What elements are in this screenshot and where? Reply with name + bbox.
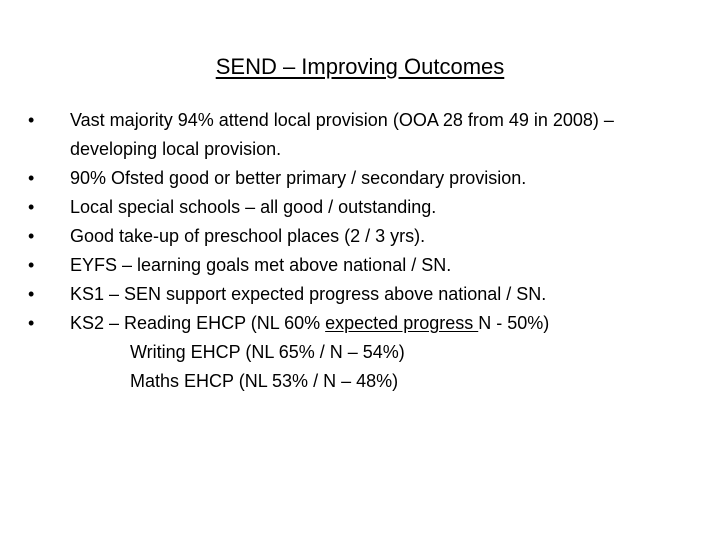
slide-title xyxy=(0,52,720,82)
bullet-item-special-schools xyxy=(28,193,700,222)
bullet-item-ks1 xyxy=(28,280,700,309)
slide-title-text: SEND – Improving Outcomes xyxy=(215,54,505,79)
bullet-text: KS1 – SEN support expected progress above national / SN. xyxy=(70,284,547,304)
bullet-item-preschool xyxy=(28,222,700,251)
bullet-icon: • xyxy=(28,110,35,130)
bullet-text: EYFS – learning goals met above national / SN. xyxy=(70,255,452,275)
bullet-text-end: N - 50%) xyxy=(478,313,550,333)
bullet-list xyxy=(28,106,700,396)
bullet-item-ofsted xyxy=(28,164,700,193)
bullet-icon: • xyxy=(28,168,35,188)
bullet-text-underlined: expected progress xyxy=(325,313,479,333)
bullet-text-start: KS2 – Reading EHCP (NL 60% xyxy=(70,313,326,333)
continuation-line-maths: Maths EHCP (NL 53% / N – 48%) xyxy=(130,371,399,391)
bullet-icon: • xyxy=(28,197,35,217)
bullet-icon: • xyxy=(28,255,35,275)
bullet-text: 90% Ofsted good or better primary / secondary provision. xyxy=(70,168,527,188)
bullet-text: Vast majority 94% attend local provision (OOA 28 from 49 in 2008) – developing local provision. xyxy=(70,110,614,159)
bullet-icon: • xyxy=(28,226,35,246)
bullet-item-eyfs xyxy=(28,251,700,280)
bullet-icon: • xyxy=(28,313,35,333)
bullet-text: Good take-up of preschool places (2 / 3 yrs). xyxy=(70,226,426,246)
bullet-text: Local special schools – all good / outstanding. xyxy=(70,197,437,217)
bullet-icon: • xyxy=(28,284,35,304)
continuation-line-writing: Writing EHCP (NL 65% / N – 54%) xyxy=(130,342,405,362)
bullet-item-ks2 xyxy=(28,309,700,396)
bullet-item-local-provision xyxy=(28,106,700,164)
